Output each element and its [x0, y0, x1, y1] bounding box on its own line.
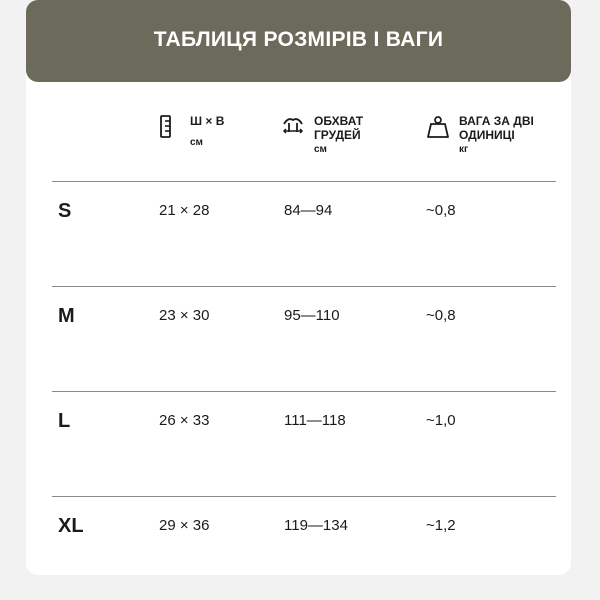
- weight-value: ~1,0: [426, 412, 456, 429]
- size-label: XL: [58, 515, 84, 537]
- ruler-icon: [158, 114, 182, 140]
- chest-value: 119—134: [284, 517, 348, 534]
- dimensions-value: 29 × 36: [159, 517, 210, 534]
- column-unit: см: [314, 144, 327, 155]
- page-title: ТАБЛИЦЯ РОЗМІРІВ І ВАГИ: [153, 28, 444, 51]
- dimensions-value: 26 × 33: [159, 412, 210, 429]
- chest-value: 111—118: [284, 412, 346, 429]
- weight-value: ~0,8: [426, 202, 456, 219]
- weight-icon: [425, 114, 451, 140]
- size-label: M: [58, 305, 75, 327]
- column-header-weight: [425, 114, 534, 155]
- column-unit: см: [190, 137, 203, 148]
- dimensions-value: 23 × 30: [159, 307, 210, 324]
- divider: [52, 496, 556, 497]
- column-label: ОБХВАТ: [314, 114, 364, 128]
- size-chart-card: [26, 0, 571, 575]
- divider: [52, 391, 556, 392]
- dimensions-value: 21 × 28: [159, 202, 210, 219]
- column-header-dimensions: [158, 114, 224, 148]
- chest-value: 84—94: [284, 202, 333, 219]
- size-label: S: [58, 200, 72, 222]
- column-unit: кг: [459, 144, 469, 155]
- header-banner: [26, 0, 571, 82]
- divider: [52, 181, 556, 182]
- column-label: ГРУДЕЙ: [314, 128, 361, 142]
- size-label: L: [58, 410, 71, 432]
- chest-value: 95—110: [284, 307, 340, 324]
- column-label: ОДИНИЦІ: [459, 128, 515, 142]
- column-label: ВАГА ЗА ДВІ: [459, 114, 534, 128]
- chest-icon: [280, 114, 306, 140]
- divider: [52, 286, 556, 287]
- column-header-chest: [280, 114, 363, 155]
- weight-value: ~1,2: [426, 517, 456, 534]
- weight-value: ~0,8: [426, 307, 456, 324]
- column-label: Ш × В: [190, 114, 225, 128]
